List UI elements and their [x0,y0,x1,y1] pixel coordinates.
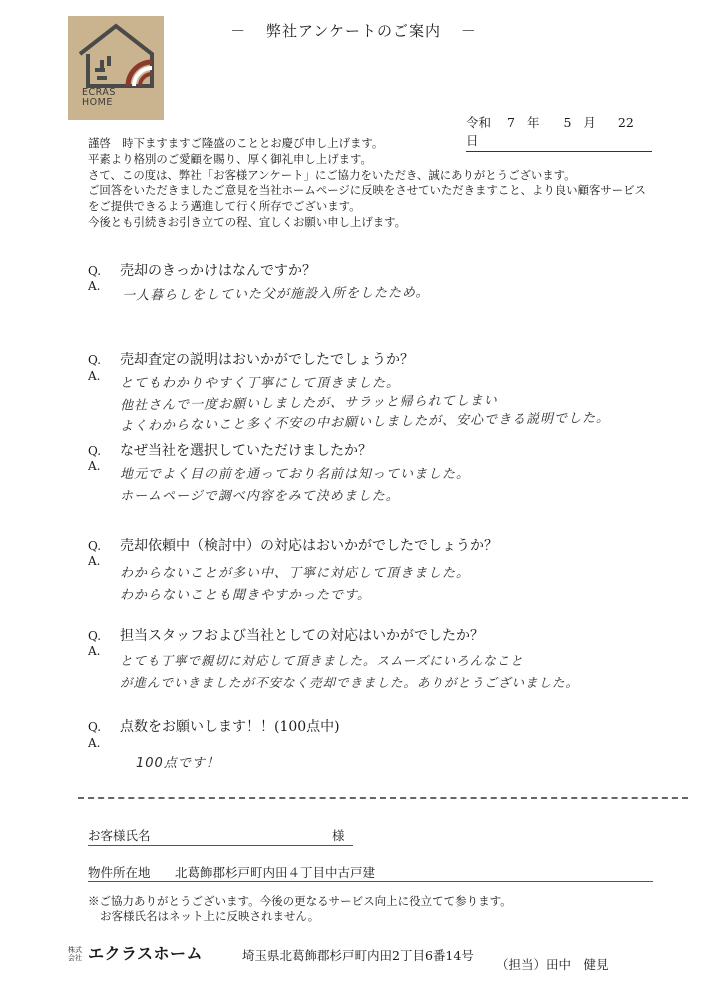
intro-line: ご回答をいただきましたご意見を当社ホームページに反映をさせていただきますこと、より良い顧客サービス [88,183,646,198]
answer-line: 100点です！ [136,756,220,771]
answer-line: よくわからないこと多く不安の中お願いしましたが、安心できる説明でした。 [119,410,611,435]
customer-name-underline [88,845,353,846]
date-month-unit: 月 [583,115,596,130]
logo-text-line2: HOME [82,97,113,108]
customer-name-label: お客様氏名 [88,828,151,843]
customer-name-suffix: 様 [332,828,345,843]
date-month: 5 [563,115,572,130]
intro-line: さて、この度は、弊社「お客様アンケート」にご協力をいただき、誠にありがとうございます。 [88,167,576,182]
a-label: A. [88,459,101,473]
answer-line: とてもわかりやすく丁寧にして頂きました。 [120,376,401,391]
a-label: A. [88,644,101,658]
a-label: A. [88,554,101,568]
company-type [68,946,82,962]
title-text: 弊社アンケートのご案内 [265,22,442,40]
answer-line: 地元でよく目の前を通っており名前は知っていました。 [120,467,471,482]
company-name: エクラスホーム [88,944,204,963]
date-day-unit: 日 [466,133,479,148]
q-label: Q. [88,720,102,734]
dashed-divider [78,797,688,799]
company-type-line: 株式 [68,946,82,954]
date-year-unit: 年 [526,115,540,130]
question-text: 売却依頼中（検討中）の対応はおいかがでしたでしょうか？ [120,538,498,554]
question-text: なぜ当社を選択していただけましたか？ [120,443,372,459]
logo-text-line1: ECRAS [82,87,116,98]
notice [88,894,512,924]
company-type-line: 会社 [68,954,82,962]
property-label: 物件所在地 [88,865,151,880]
answer-line: が進んでいきましたが不安なく売却できました。ありがとうございました。 [120,675,580,690]
a-label: A. [88,279,101,293]
intro-line: 平素より格別のご愛顧を賜り、厚く御礼申し上げます。 [88,151,372,166]
a-label: A. [88,736,101,750]
company-address: 埼玉県北葛飾郡杉戸町内田2丁目6番14号 [242,948,474,963]
notice-line: ※ご協力ありがとうございます。今後の更なるサービス向上に役立てて参ります。 [88,894,512,908]
question-2 [88,349,414,369]
answer-line: わからないことも聞きやすかったです。 [120,588,371,603]
q-label: Q. [88,629,102,643]
q-label: Q. [88,353,102,367]
question-text: 点数をお願いします！！(100点中) [120,719,340,735]
property-underline [88,881,653,882]
intro-line: をご提供できるよう邁進して行く所存でございます。 [88,199,361,214]
question-4 [88,535,498,555]
title-dash-left: － [230,22,247,40]
date-day: 22 [617,115,634,130]
answer-line: ホームページで調べ内容をみて決めました。 [120,489,400,504]
date-era: 令和 [466,115,492,130]
question-text: 売却査定の説明はおいかがでしたでしょうか？ [120,352,414,368]
date-year: 7 [507,115,515,130]
question-6 [88,716,340,736]
answer-line: 他社さんで一度お願いしましたが、サラッと帰られてしまい [119,393,498,414]
question-5 [88,625,484,645]
intro-letter [88,136,688,231]
notice-line: お客様氏名はネット上に反映されません。 [100,909,320,923]
q-label: Q. [88,539,102,553]
intro-line: 今後とも引続きお引き立ての程、宜しくお願い申し上げます。 [88,214,407,229]
answer-line: わからないことが多い中、丁寧に対応して頂きました。 [120,566,471,581]
question-text: 売却のきっかけはなんですか？ [120,263,316,279]
answer-line: 一人暮らしをしていた父が施設入所をしたため。 [121,285,430,304]
answer-line: とても丁寧で親切に対応して頂きました。スムーズにいろんなこと [120,653,524,668]
q-label: Q. [88,264,102,278]
staff-name: （担当）田中 健見 [496,957,609,972]
question-3 [88,440,372,460]
page-title [0,20,707,41]
question-text: 担当スタッフおよび当社としての対応はいかがでしたか？ [120,628,484,644]
property-value: 北葛飾郡杉戸町内田４丁目中古戸建 [175,865,376,880]
q-label: Q. [88,444,102,458]
question-1 [88,260,316,280]
intro-line: 謹啓 時下ますますご隆盛のこととお慶び申し上げます。 [88,136,384,150]
title-dash-right: － [460,22,477,40]
a-label: A. [88,369,101,383]
